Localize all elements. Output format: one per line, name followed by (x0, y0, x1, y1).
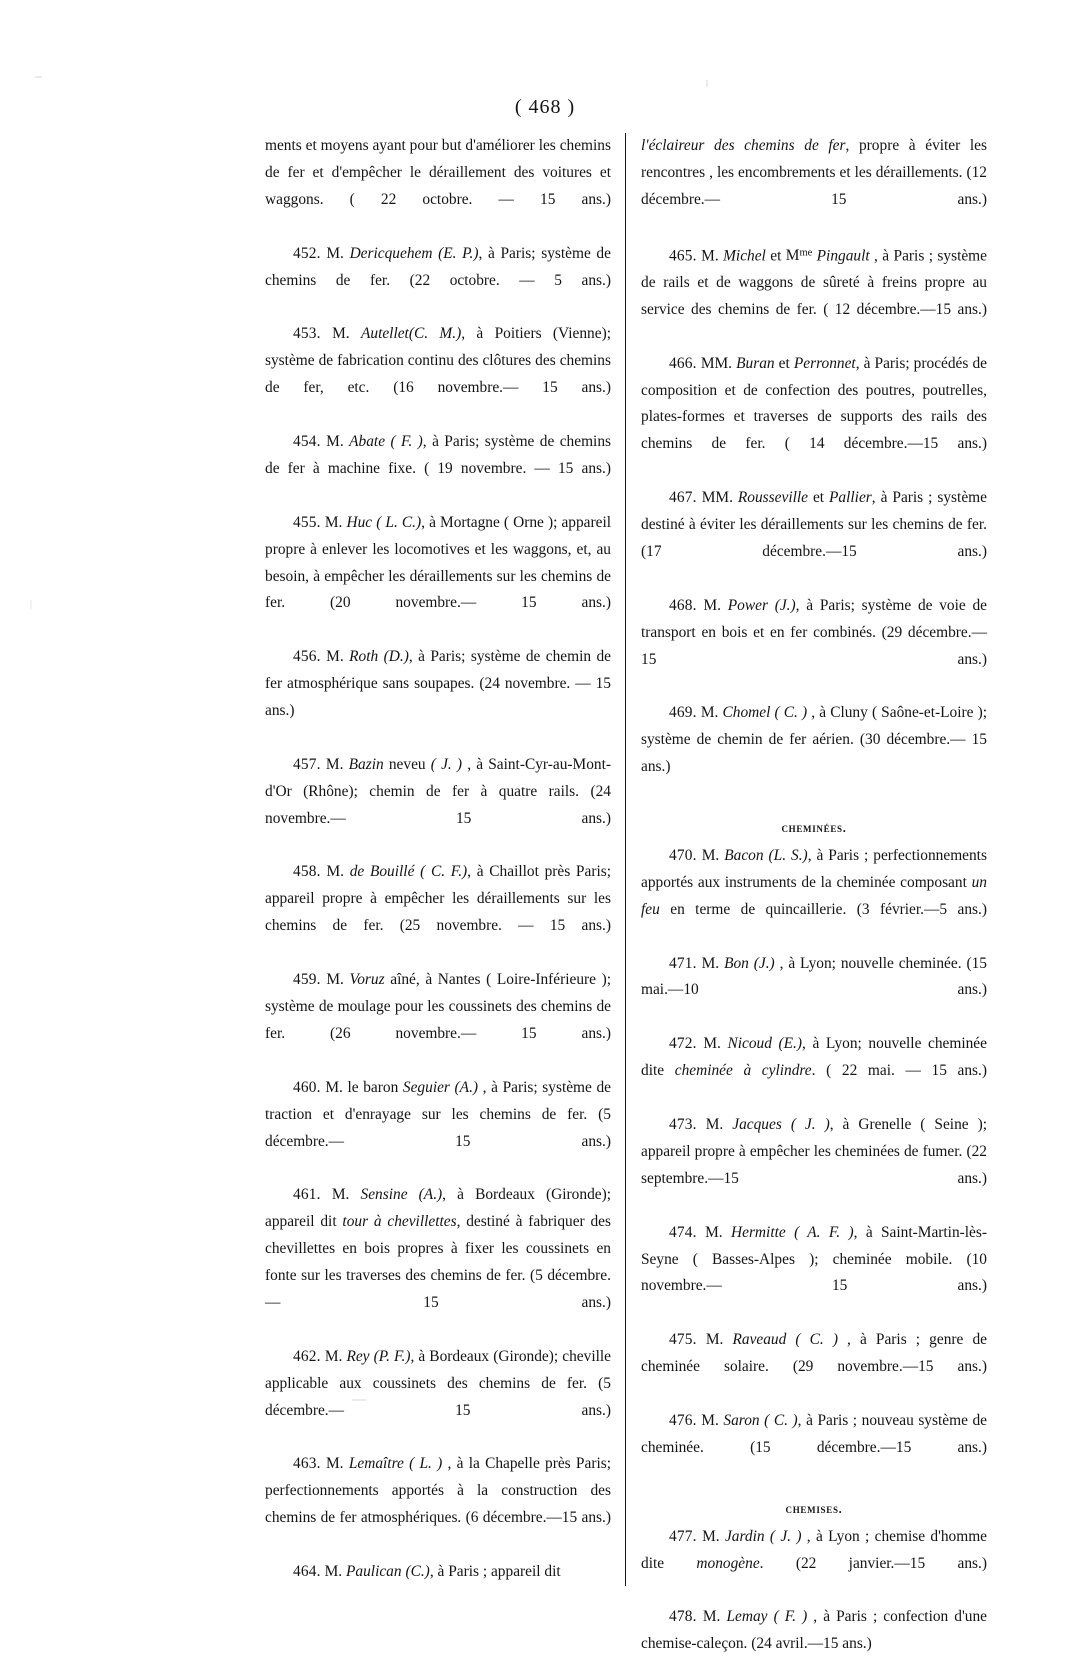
entry-place: à Grenelle ( Seine ) (842, 1116, 983, 1134)
entry-initials: (D.) (383, 648, 409, 666)
entry-name: Seguier (402, 1078, 450, 1096)
entry-name: Chomel (722, 704, 771, 722)
entry-date: (22 octobre. — 5 ans.) (409, 271, 611, 289)
entry-name: Roth (349, 648, 379, 666)
entry-honorific: M. (701, 954, 720, 972)
entry-number: 464. (293, 1563, 321, 1581)
entry-place: à Bordeaux (Gironde) (418, 1347, 554, 1365)
entry-number: 470. (669, 846, 697, 864)
entry-date: (20 novembre.— 15 ans.) (330, 594, 611, 612)
entry-honorific: M. (326, 863, 344, 881)
entry-place: à Chaillot près Paris (476, 863, 607, 881)
entry-honorific: M. (324, 513, 343, 531)
entry-initials: ( C. F.) (420, 863, 468, 881)
entry-name: de Bouillé (349, 863, 415, 881)
entry-initials: ( L. C.) (376, 513, 422, 531)
entry-date: (22 septembre.—15 ans.) (641, 1142, 987, 1187)
entry-date: (22 janvier.—15 ans.) (795, 1554, 987, 1572)
entry-name: Autellet (360, 325, 409, 343)
entry-date: (16 novembre.— 15 ans.) (393, 379, 611, 397)
entry-description: système de chemins de fer à machine fixe. (265, 432, 611, 477)
entry-name: Hermitte (731, 1223, 786, 1241)
entry-initials: (P. F.) (373, 1347, 411, 1365)
entry-number: 452. (293, 244, 321, 262)
right-text-column (627, 133, 987, 1658)
entry-date: (10 novembre.— 15 ans.) (641, 1250, 987, 1295)
entry-number: 456. (293, 648, 321, 666)
entry-description-lead: appareil dit (265, 1213, 337, 1231)
entry-initials: ( A. F. ) (794, 1223, 854, 1241)
entry-name: Rey (346, 1347, 370, 1365)
entry-description: cheminée mobile. (832, 1250, 953, 1268)
entry-name: Power (727, 596, 768, 614)
entry-honorific: M. (705, 1116, 724, 1134)
entry-initials: ( L. ) (409, 1455, 443, 1473)
entry-initials: (A.) (418, 1186, 443, 1204)
entry-467: 467. MM. Rousseville et Pallier, à Paris ; système destiné à éviter les déraillements sur les chemins de fer. (17 décembre.—15 ans.) (641, 489, 987, 560)
entry-description: genre de cheminée solaire. (641, 1331, 987, 1376)
entry-place: à Paris (880, 489, 924, 507)
entry-place: à Paris (806, 596, 851, 614)
entry-description: nouveau système de cheminée. (641, 1411, 987, 1456)
entry-number: 476. (669, 1411, 697, 1429)
entry-name: Bacon (724, 846, 764, 864)
entry-honorific: M. le baron (325, 1078, 399, 1096)
entry-place: à Saint-Cyr-au-Mont-d'Or (Rhône) (265, 755, 611, 800)
entry-place: à Lyon (812, 1035, 858, 1053)
entry-462: 462. M. Rey (P. F.), à Bordeaux (Gironde); cheville applicable aux coussinets des chemins de fer. (5 décembre.— 15 ans.) (265, 1347, 611, 1419)
entry-description-italic: monogène (696, 1554, 760, 1572)
entry-honorific: M. (702, 1527, 720, 1545)
entry-initials: (L. S.) (768, 846, 808, 864)
entry-description: système de chemin de fer atmosphérique sans soupapes. (265, 648, 611, 693)
entry-number: 463. (293, 1455, 321, 1473)
entry-honorific: M. (705, 1223, 723, 1241)
entry-place: à la Chapelle près Paris (456, 1455, 607, 1473)
entry-name: Sensine (360, 1186, 408, 1204)
entry-name: Michel (723, 247, 766, 265)
entry-464: 464. M. Paulican (C.), à Paris ; appareil dit (293, 1563, 561, 1581)
entry-name: Rousseville (737, 489, 808, 507)
entry-initials: (J.) (753, 954, 775, 972)
entry-date: (6 décembre.—15 ans.) (465, 1509, 612, 1527)
entry-number: 454. (293, 432, 321, 450)
entry-description: nouvelle cheminée. (840, 954, 962, 972)
entry-name: Paulican (346, 1563, 402, 1581)
entry-description-tail: . (811, 1062, 816, 1080)
entry-initials: (J.) (774, 596, 796, 614)
entry-initials: (C. M.) (408, 325, 462, 343)
entry-place: à Paris (816, 846, 860, 864)
entry-place: à Paris (491, 1078, 534, 1096)
entry-name: Bazin (348, 755, 384, 773)
entry-place: à Paris (418, 648, 462, 666)
entry-description: système de moulage pour les coussinets des chemins de fer. (265, 998, 611, 1042)
entry-date: (29 novembre.—15 ans.) (792, 1358, 987, 1376)
entry-name: Bon (724, 954, 749, 972)
entry-date: (24 novembre. — 15 ans.) (265, 675, 611, 720)
entry-471: 471. M. Bon (J.) , à Lyon; nouvelle cheminée. (15 mai.—10 ans.) (641, 954, 987, 999)
two-column-body (265, 133, 987, 1658)
entry-date: ( 19 novembre. — 15 ans.) (424, 459, 611, 477)
entry-number: 455. (293, 513, 321, 531)
entry-description: système de voie de transport en bois et en fer combinés. (641, 596, 987, 641)
entry-date: ( 12 décembre.—15 ans.) (823, 300, 987, 318)
scan-artifact-speck (706, 80, 708, 87)
entry-469: 469. M. Chomel ( C. ) , à Cluny ( Saône-et-Loire ); système de chemin de fer aérien. (30 décembre.— 15 ans.) (641, 704, 988, 776)
entry-name: Saron (723, 1411, 760, 1429)
entry-number: 457. (293, 755, 321, 773)
entry-description: appareil propre à enlever les locomotives et les waggons, et, au besoin, à empêcher les déraillements sur les chemins de fer. (265, 513, 612, 612)
section-heading-shirts: chemises. (785, 1501, 843, 1516)
entry-description: confection d'une chemise-caleçon. (641, 1608, 988, 1653)
entry-date: (15 décembre.—15 ans.) (750, 1438, 987, 1456)
continuation-italic-lead: l'éclaireur des chemins de fer (641, 137, 846, 154)
entry-453: 453. M. Autellet(C. M.), à Poitiers (Vienne); système de fabrication continu des clôtures des chemins de fer, etc. (16 novembre.— 15 ans.) (265, 325, 611, 397)
entry-description: perfectionnements apportés à la construction des chemins de fer atmosphériques. (265, 1482, 611, 1527)
entry-name: Jacques (732, 1116, 782, 1134)
entry-name-second: Perronnet (793, 354, 856, 372)
entry-number: 466. (669, 354, 697, 372)
entry-honorific: MM. (701, 489, 733, 507)
entry-description-lead: nouvelle cheminée dite (641, 1035, 987, 1080)
page-folio-number: ( 468 ) (514, 96, 576, 118)
entry-number: 469. (669, 704, 697, 722)
entry-date: (3 février.—5 ans.) (856, 900, 987, 918)
entry-honorific: M. (331, 1186, 350, 1204)
entry-conjunction: et (812, 489, 825, 507)
entry-place: à Paris (488, 244, 532, 262)
entry-date: (25 novembre. — 15 ans.) (399, 917, 611, 935)
scan-artifact-speck (30, 600, 32, 609)
entry-date: (17 décembre.—15 ans.) (641, 542, 987, 560)
entry-name-second: Pallier (829, 489, 872, 507)
entry-number: 465. (669, 247, 697, 265)
entry-476: 476. M. Saron ( C. ), à Paris ; nouveau système de cheminée. (15 décembre.—15 ans.) (641, 1411, 987, 1456)
entry-initials: (E.) (778, 1035, 803, 1053)
entry-honorific: M. (324, 1347, 343, 1365)
entry-initials: ( J. ) (790, 1116, 830, 1134)
entry-honorific: M. (326, 1455, 344, 1473)
entry-description-italic: cheminée à cylindre (674, 1062, 812, 1080)
entry-initials: ( C. ) (774, 704, 808, 722)
entry-451-continuation: ments et moyens ayant pour but d'améliorer les chemins de fer et d'empêcher le déraillement des voitures et waggons. ( 22 octobre. — 15 ans.) (265, 137, 611, 208)
entry-description-tail: en terme de quincaillerie. (670, 900, 847, 918)
entry-honorific: M. (326, 432, 344, 450)
entry-name: Lemaître (348, 1455, 404, 1473)
entry-number: 477. (669, 1527, 697, 1545)
entry-454: 454. M. Abate ( F. ), à Paris; système de chemins de fer à machine fixe. ( 19 novembre. — 15 ans.) (265, 432, 611, 477)
entry-458: 458. M. de Bouillé ( C. F.), à Chaillot près Paris; appareil propre à empêcher les déraillements sur les chemins de fer. (25 novembre. — 15 ans.) (265, 863, 611, 935)
entry-description-tail: , destiné à fabriquer des chevillettes en bois propres à fixer les coussinets en fonte sur les traverses des chemins de fer. (265, 1213, 611, 1285)
entry-474: 474. M. Hermitte ( A. F. ), à Saint-Martin-lès-Seyne ( Basses-Alpes ); cheminée mobile. (10 novembre.— 15 ans.) (641, 1223, 987, 1295)
entry-place: à Mortagne ( Orne ) (429, 513, 554, 531)
entry-initials: ( C. ) (795, 1331, 838, 1349)
entry-place: à Cluny ( Saône-et-Loire ) (819, 704, 983, 722)
entry-name: Buran (736, 354, 775, 372)
entry-name: Lemay (726, 1608, 768, 1626)
entry-description: appareil dit (490, 1563, 561, 1581)
entry-initials: (C.) (405, 1563, 430, 1581)
entry-honorific: M. (701, 247, 719, 265)
entry-date: (24 avril.—15 ans.) (751, 1635, 872, 1653)
entry-place: à Paris (882, 247, 925, 265)
entry-honorific: MM. (700, 354, 733, 372)
entry-description: appareil propre à empêcher les cheminées de fumer. (641, 1142, 963, 1160)
entry-465: 465. M. Michel et $M^{me}$ Pingault , à Paris ; système de rails et de waggons de sûreté à freins propre au service des chemins de fer. ( 12 décembre.—15 ans.) (641, 247, 987, 318)
left-text-column (265, 133, 626, 1586)
entry-name: Abate (349, 432, 386, 450)
entry-honorific: M. (324, 1563, 343, 1581)
entry-date: ( 14 décembre.—15 ans.) (784, 435, 987, 453)
entry-description: procédés de composition et de confection des poutres, poutrelles, plates-formes et traverses de supports des rails des chemins de fer. (641, 354, 987, 453)
entry-honorific: M. (700, 704, 719, 722)
entry-date: ( 22 mai. — 15 ans.) (826, 1062, 988, 1080)
entry-date: (24 novembre.— 15 ans.) (265, 782, 611, 827)
entry-description-italic: un feu (641, 873, 987, 918)
entry-date: (30 décembre.— 15 ans.) (641, 731, 987, 776)
entry-number: 474. (669, 1223, 697, 1241)
entry-477: 477. M. Jardin ( J. ) , à Lyon ; chemise d'homme dite monogène. (22 janvier.—15 ans.) (641, 1527, 988, 1572)
entry-459: 459. M. Voruz aîné, à Nantes ( Loire-Inférieure ); système de moulage pour les coussinets des chemins de fer. (26 novembre.— 15 ans.) (265, 971, 612, 1042)
entry-qualifier: neveu (388, 755, 426, 773)
entry-description: système de fabrication continu des clôtures des chemins de fer, etc. (265, 352, 611, 397)
entry-457: 457. M. Bazin neveu ( J. ) , à Saint-Cyr-au-Mont-d'Or (Rhône); chemin de fer à quatre rails. (24 novembre.— 15 ans.) (265, 755, 611, 827)
entry-name-second: Pingault (816, 247, 870, 265)
entry-honorific: M. (702, 1608, 721, 1626)
entry-number: 453. (293, 325, 321, 343)
entry-place: à Lyon (815, 1527, 860, 1545)
entry-honorific: M. (325, 755, 344, 773)
entry-initials: ( J. ) (430, 755, 463, 773)
entry-description-lead: perfectionnements apportés aux instruments de la cheminée composant (641, 846, 987, 891)
entry-472: 472. M. Nicoud (E.), à Lyon; nouvelle cheminée dite cheminée à cylindre. ( 22 mai. — 15 ans.) (641, 1035, 988, 1080)
entry-description-lead: chemise d'homme dite (641, 1527, 988, 1572)
entry-number: 478. (669, 1608, 697, 1626)
entry-honorific: M. (703, 596, 722, 614)
entry-460: 460. M. le baron Seguier (A.) , à Paris; système de traction et d'enrayage sur les chemins de fer. (5 décembre.— 15 ans.) (265, 1078, 611, 1150)
entry-initials: ( J. ) (769, 1527, 802, 1545)
entry-464-continuation: l'éclaireur des chemins de fer, propre à éviter les rencontres , les encombrements et les déraillements. (12 décembre.— 15 ans.) (641, 137, 987, 208)
entry-470: 470. M. Bacon (L. S.), à Paris ; perfectionnements apportés aux instruments de la cheminée composant un feu en terme de quincaillerie. (3 février.—5 ans.) (641, 846, 987, 918)
entry-456: 456. M. Roth (D.), à Paris; système de chemin de fer atmosphérique sans soupapes. (24 novembre. — 15 ans.) (265, 648, 611, 720)
entry-number: 462. (293, 1347, 321, 1365)
entry-honorific: M. (332, 325, 350, 343)
section-heading-chimneys: cheminées. (781, 821, 847, 836)
entry-number: 460. (293, 1078, 321, 1096)
entry-name: Huc (346, 513, 373, 531)
entry-place: à Paris (432, 432, 476, 450)
entry-452: 452. M. Dericquehem (E. P.), à Paris; système de chemins de fer. (22 octobre. — 5 ans.) (265, 244, 611, 289)
entry-date: (5 décembre.— 15 ans.) (265, 1267, 611, 1311)
entry-description: cheville applicable aux coussinets des chemins de fer. (265, 1347, 611, 1392)
entry-place: à Nantes ( Loire-Inférieure ) (425, 971, 607, 989)
entry-466: 466. MM. Buran et Perronnet, à Paris; procédés de composition et de confection des poutres, poutrelles, plates-formes et traverses de supports des rails des chemins de fer. ( 14 décembre.—15 ans.) (641, 354, 987, 453)
entry-name: Nicoud (727, 1035, 772, 1053)
entry-description: système de chemins de fer. (265, 244, 611, 289)
entry-number: 472. (669, 1035, 697, 1053)
entry-number: 459. (293, 971, 321, 989)
entry-initials: ( F. ) (773, 1608, 808, 1626)
entry-honorific: M. (701, 846, 720, 864)
entry-place: à Paris (806, 1411, 849, 1429)
entry-description: système de traction et d'enrayage sur les chemins de fer. (265, 1078, 611, 1123)
entry-description: appareil propre à empêcher les déraillements sur les chemins de fer. (265, 890, 611, 935)
entry-455: 455. M. Huc ( L. C.), à Mortagne ( Orne ); appareil propre à enlever les locomotives et les waggons, et, au besoin, à empêcher les déraillements sur les chemins de fer. (20 novembre.— 15 ans.) (265, 513, 612, 612)
entry-461: 461. M. Sensine (A.), à Bordeaux (Gironde); appareil dit tour à chevillettes, destiné à fabriquer des chevillettes en bois propres à fixer les coussinets en fonte sur les traverses des chemins de fer. (5 décembre.— 15 ans.) (265, 1186, 611, 1311)
entry-number: 471. (669, 954, 697, 972)
entry-date: (5 décembre.— 15 ans.) (265, 1105, 611, 1150)
entry-conjunction: et (770, 247, 782, 265)
entry-number: 458. (293, 863, 321, 881)
entry-463: 463. M. Lemaître ( L. ) , à la Chapelle près Paris; perfectionnements apportés à la construction des chemins de fer atmosphériques. (6 décembre.—15 ans.) (265, 1455, 612, 1527)
entry-number: 473. (669, 1116, 697, 1134)
entry-date: (29 décembre.— 15 ans.) (641, 623, 987, 668)
entry-place: à Bordeaux (Gironde) (457, 1186, 607, 1204)
entry-conjunction: et (778, 354, 790, 372)
entry-description: chemin de fer à quatre rails. (369, 782, 580, 800)
entry-468: 468. M. Power (J.), à Paris; système de voie de transport en bois et en fer combinés. (29 décembre.— 15 ans.) (641, 596, 987, 668)
entry-qualifier: aîné (390, 971, 416, 989)
entry-number: 475. (669, 1331, 697, 1349)
entry-place: à Paris (860, 1331, 907, 1349)
entry-honorific: M. (326, 971, 344, 989)
entry-description: système de rails et de waggons de sûreté à freins propre au service des chemins de fer. (641, 247, 987, 318)
entry-date: (26 novembre.— 15 ans.) (330, 1024, 611, 1042)
entry-number: 468. (669, 596, 697, 614)
entry-description: système destiné à éviter les déraillements sur les chemins de fer. (641, 489, 987, 534)
entry-honorific: M. (703, 1035, 721, 1053)
entry-honorific: M. (326, 244, 344, 262)
entry-initials: ( F. ) (390, 432, 423, 450)
entry-initials: ( C. ) (764, 1411, 798, 1429)
entry-place: à Saint-Martin-lès-Seyne ( Basses-Alpes ) (641, 1223, 987, 1268)
entry-number: 461. (293, 1186, 321, 1204)
entry-number: 467. (669, 489, 697, 507)
entry-honorific: M. (705, 1331, 724, 1349)
entry-initials: (A.) (454, 1078, 479, 1096)
entry-place: à Poitiers (Vienne) (476, 325, 607, 343)
entry-honorific: M. (326, 648, 344, 666)
entry-place: à Paris (823, 1608, 867, 1626)
entry-place: à Lyon (788, 954, 832, 972)
entry-name: Voruz (349, 971, 385, 989)
entry-478: 478. M. Lemay ( F. ) , à Paris ; confection d'une chemise-caleçon. (24 avril.—15 ans.) (641, 1608, 988, 1653)
entry-description: système de chemin de fer aérien. (641, 731, 854, 749)
entry-place: à Paris (863, 354, 906, 372)
entry-name: Raveaud (732, 1331, 787, 1349)
entry-honorific: M. (701, 1411, 719, 1429)
entry-initials: (E. P.) (438, 244, 479, 262)
entry-name: Dericquehem (349, 244, 433, 262)
entry-473: 473. M. Jacques ( J. ), à Grenelle ( Seine ); appareil propre à empêcher les cheminées de fumer. (22 septembre.—15 ans.) (641, 1116, 987, 1187)
entry-description-tail: . (759, 1554, 764, 1572)
entry-date: (5 décembre.— 15 ans.) (265, 1374, 611, 1419)
entry-honorific-madame: $M^{me}$ (785, 247, 813, 265)
scan-artifact-speck (35, 76, 42, 78)
entry-name: Jardin (724, 1527, 765, 1545)
entry-description-italic: tour à chevillettes (342, 1213, 457, 1231)
entry-place: à Paris (437, 1563, 479, 1581)
entry-475: 475. M. Raveaud ( C. ) , à Paris ; genre de cheminée solaire. (29 novembre.—15 ans.) (641, 1331, 987, 1376)
entry-date: (15 mai.—10 ans.) (641, 954, 987, 999)
